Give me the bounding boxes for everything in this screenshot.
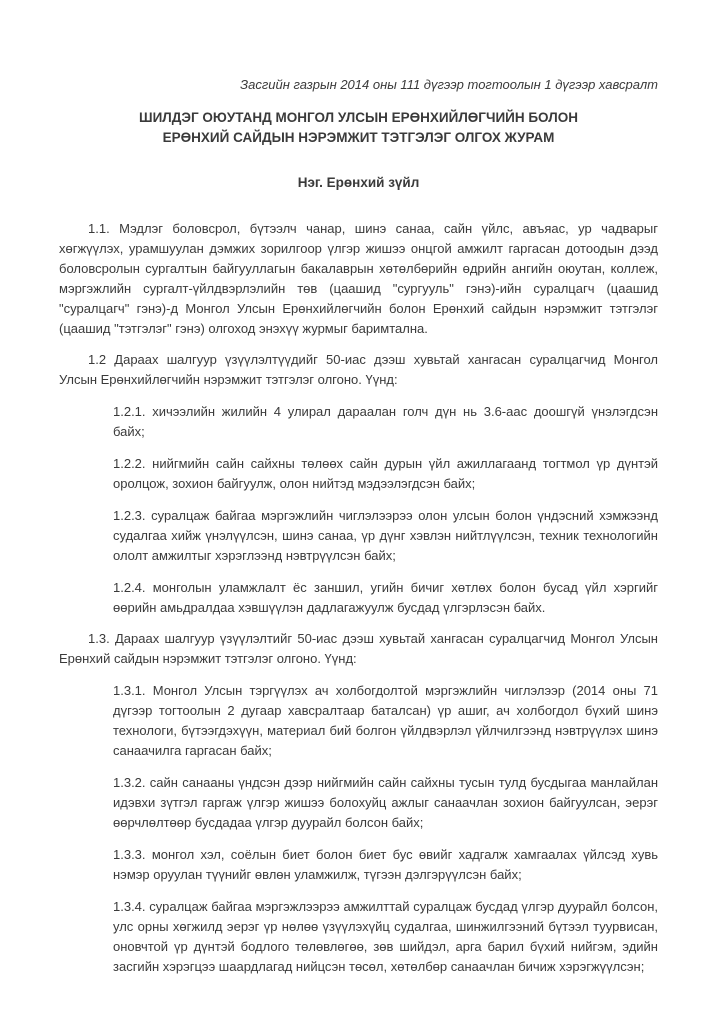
paragraph-1-2-1: 1.2.1. хичээлийн жилийн 4 улирал дараалан голч дүн нь 3.6-аас доошгүй үнэлэгдсэн байх; <box>113 404 658 439</box>
document-title <box>59 108 658 148</box>
document-title-line-2: ЕРӨНХИЙ САЙДЫН НЭРЭМЖИТ ТЭТГЭЛЭГ ОЛГОХ ЖУРАМ <box>162 130 555 145</box>
document-body <box>59 219 658 977</box>
paragraph-1-2-2: 1.2.2. нийгмийн сайн сайхны төлөөх сайн дурын үйл ажиллагаанд тогтмол үр дүнтэй оролцож, зохион байгуулж, олон нийтэд мэдээлэгдсэн байх; <box>113 456 658 491</box>
document-title-line-1: ШИЛДЭГ ОЮУТАНД МОНГОЛ УЛСЫН ЕРӨНХИЙЛӨГЧИЙН БОЛОН <box>139 110 578 125</box>
paragraph-1-2-3: 1.2.3. суралцаж байгаа мэргэжлийн чиглэлээрээ олон улсын болон үндэсний хэмжээнд судалгаа хийж үнэлүүлсэн, шинэ санаа, үр дүнг хэвлэн нийтлүүлсэн, техник технологийн ололт амжилтыг хэрэглээнд нэвтрүүлсэн байх; <box>113 508 658 563</box>
annex-annotation: Засгийн газрын 2014 оны 111 дүгээр тогтоолын 1 дүгээр хавсралт <box>240 77 658 92</box>
section-heading: Нэг. Ерөнхий зүйл <box>297 175 420 190</box>
paragraph-1-2: 1.2 Дараах шалгуур үзүүлэлтүүдийг 50-иас дээш хувьтай хангасан суралцагчид Монгол Улсын Ерөнхийлөгчийн нэрэмжит тэтгэлэг олгоно. Үүнд: <box>59 352 658 387</box>
paragraph-1-3-4: 1.3.4. суралцаж байгаа мэргэжлээрээ амжилттай суралцаж бусдад үлгэр дуурайл болсон, улс орны хөгжилд эерэг үр нөлөө үзүүлэхүйц судалгаа, шинжилгээний бүтээл туурвисан, оновчтой үр дүнтэй бодлого төлөвлөгөө, зөв шийдэл, арга барил бүхий нийгэм, эдийн засгийн хэрэгцээ шаардлагад нийцсэн төсөл, хөтөлбөр санаачлан бичиж хэрэгжүүлсэн; <box>113 899 658 974</box>
paragraph-1-3: 1.3. Дараах шалгуур үзүүлэлтийг 50-иас дээш хувьтай хангасан суралцагчид Монгол Улсын Ерөнхий сайдын нэрэмжит тэтгэлэг олгоно. Үүнд: <box>59 631 658 666</box>
paragraph-1-2-4: 1.2.4. монголын уламжлалт ёс заншил, угийн бичиг хөтлөх болон бусад үйл хэргийг өөрийн амьдралдаа хэвшүүлэн дадлагажуулж бусдад үлгэрлэсэн байх. <box>113 580 658 615</box>
paragraph-1-3-2: 1.3.2. сайн санааны үндсэн дээр нийгмийн сайн сайхны тусын тулд бусдыгаа манлайлан идэвхи зүтгэл гаргаж үлгэр жишээ болохуйц ажлыг санаачлан зохион байгуулсан, эерэг өөрчлөлтөөр бусдадаа үлгэр дуурайл болсон байх; <box>113 775 658 830</box>
paragraph-1-3-1: 1.3.1. Монгол Улсын тэргүүлэх ач холбогдолтой мэргэжлийн чиглэлээр (2014 оны 71 дүгээр тогтоолын 2 дугаар хавсралтаар баталсан) үр ашиг, ач холбогдол бүхий шинэ технологи, бүтээгдэхүүн, материал бий болгон үйлдвэрлэл үйлчилгээнд нэвтрүүлэх шинэ санаачилга гаргасан байх; <box>113 683 658 758</box>
paragraph-1-1: 1.1. Мэдлэг боловсрол, бүтээлч чанар, шинэ санаа, сайн үйлс, авъяас, ур чадварыг хөгжүүлэх, урамшуулан дэмжих зорилгоор үлгэр жишээ онцгой амжилт гаргасан дотоодын дээд боловсролын сургалтын байгууллагын бакалаврын хөтөлбөрийн өдрийн ангийн оюутан, коллеж, мэргэжлийн сургалт-үйлдвэрлэлийн төв (цаашид "сургууль" гэнэ)-ийн суралцагч (цаашид "суралцагч" гэнэ)-д Монгол Улсын Ерөнхийлөгчийн болон Ерөнхий сайдын нэрэмжит тэтгэлэг (цаашид "тэтгэлэг" гэнэ) олгоход энэхүү журмыг баримтална. <box>59 221 658 336</box>
paragraph-1-3-3: 1.3.3. монгол хэл, соёлын биет болон биет бус өвийг хадгалж хамгаалах үйлсэд хувь нэмэр оруулан түүнийг өвлөн уламжилж, түгээн дэлгэрүүлсэн байх; <box>113 847 658 882</box>
